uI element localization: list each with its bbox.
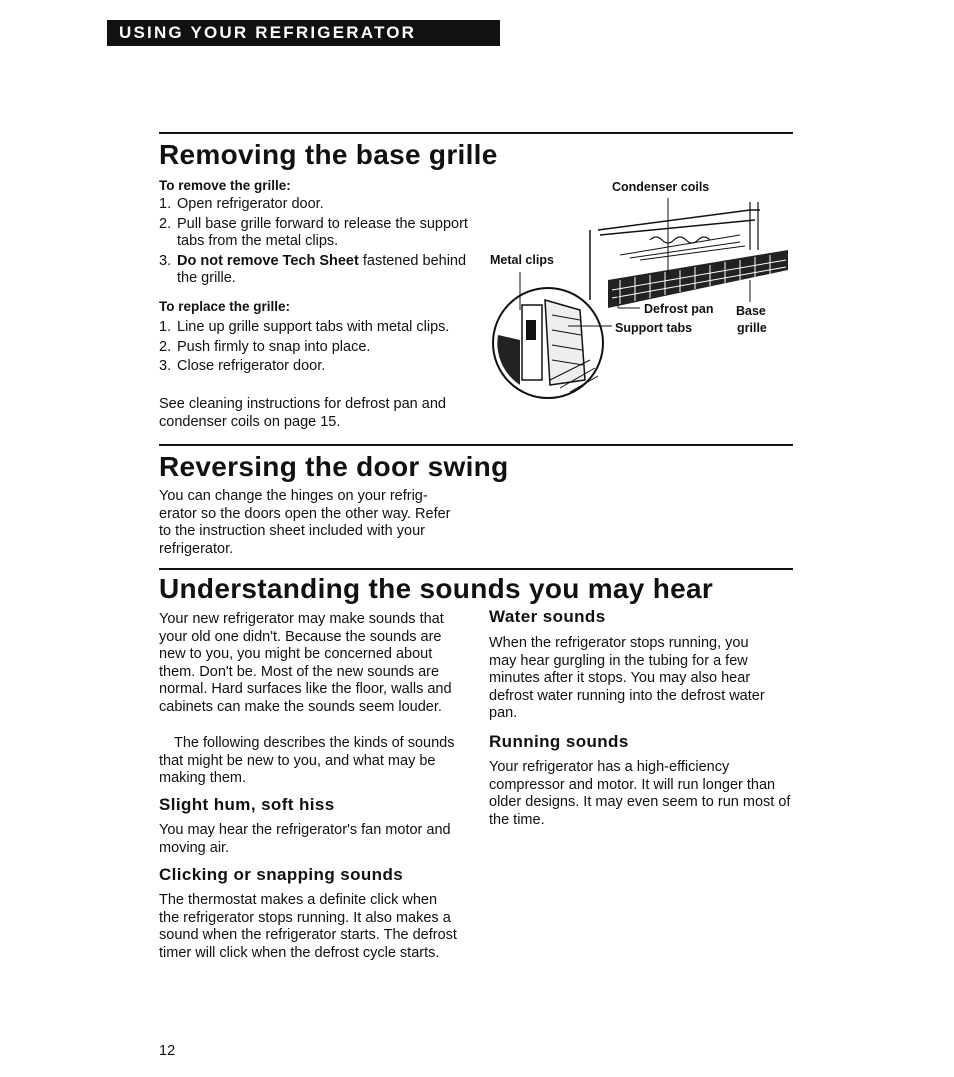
section-divider bbox=[159, 132, 793, 134]
page-number: 12 bbox=[159, 1043, 176, 1059]
sounds-intro-2: The following describes the kinds of sounds that might be new to you, and what may be making them. bbox=[159, 735, 455, 787]
door-section-title: Reversing the door swing bbox=[159, 451, 509, 482]
hum-body: You may hear the refrigerator's fan motor and moving air. bbox=[159, 822, 451, 856]
sounds-section-title: Understanding the sounds you may hear bbox=[159, 573, 714, 604]
grille-section-title: Removing the base grille bbox=[159, 139, 498, 170]
list-item: 2. Push firmly to snap into place. bbox=[159, 338, 371, 355]
base-grille-illustration bbox=[490, 180, 790, 410]
list-item: 3. Close refrigerator door. bbox=[159, 358, 326, 375]
section-divider bbox=[159, 444, 793, 446]
list-item: 1. Line up grille support tabs with metal clips. bbox=[159, 319, 450, 335]
base-grille-diagram bbox=[490, 180, 790, 410]
list-item: 3. Do not remove Tech Sheet fastened behind the grille. bbox=[159, 252, 467, 287]
replace-grille-heading: To replace the grille: bbox=[159, 299, 291, 314]
label-condenser-coils: Condenser coils bbox=[612, 180, 710, 194]
remove-grille-steps bbox=[159, 196, 469, 290]
sounds-intro: Your new refrigerator may make sounds that your old one didn't. Because the sounds are new to you, you might be concerned about them. Don't be. Most of the new sounds are normal. Hard surfaces like the floor, walls and cabinets can make the sounds seem louder. bbox=[159, 611, 452, 715]
water-heading: Water sounds bbox=[489, 607, 606, 626]
list-item: 1. Open refrigerator door. bbox=[159, 196, 324, 212]
hum-heading: Slight hum, soft hiss bbox=[159, 795, 335, 814]
replace-grille-steps bbox=[159, 319, 469, 378]
label-support-tabs: Support tabs bbox=[615, 321, 693, 335]
click-body: The thermostat makes a definite click when the refrigerator stops running. It also makes a sound when the refrigerator starts. The defrost timer will click when the defrost cycle starts. bbox=[159, 892, 457, 961]
label-grille: grille bbox=[737, 321, 767, 335]
remove-grille-heading: To remove the grille: bbox=[159, 178, 291, 193]
click-heading: Clicking or snapping sounds bbox=[159, 865, 404, 884]
grille-note: See cleaning instructions for defrost pan and condenser coils on page 15. bbox=[159, 396, 446, 430]
label-defrost-pan: Defrost pan bbox=[644, 302, 714, 316]
running-body: Your refrigerator has a high-efficiency compressor and motor. It will run longer than older designs. It may even seem to run most of the time. bbox=[489, 759, 791, 828]
label-base: Base bbox=[736, 304, 766, 318]
door-body: You can change the hinges on your refrig-erator so the doors open the other way. Refer to the instruction sheet included with your refrigerator. bbox=[159, 488, 451, 557]
section-divider bbox=[159, 568, 793, 570]
section-banner: USING YOUR REFRIGERATOR bbox=[107, 20, 500, 46]
label-metal-clips: Metal clips bbox=[490, 253, 554, 267]
list-item: 2. Pull base grille forward to release the support tabs from the metal clips. bbox=[159, 215, 468, 250]
water-body: When the refrigerator stops running, you may hear gurgling in the tubing for a few minutes after it stops. You may also hear defrost water running into the defrost water pan. bbox=[489, 635, 765, 722]
running-heading: Running sounds bbox=[489, 732, 629, 751]
